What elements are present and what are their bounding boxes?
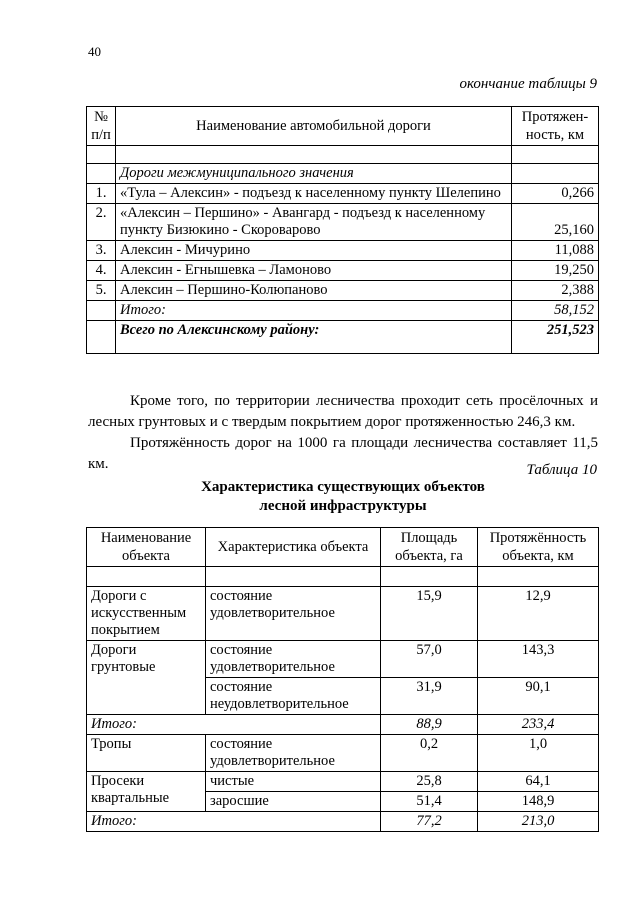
table-10-title-line1: Характеристика существующих объектов (201, 479, 485, 495)
road-name: Алексин - Егнышевка – Ламоново (116, 261, 512, 281)
object-name: Дороги с искусственным покрытием (87, 587, 206, 641)
object-characteristic: заросшие (206, 792, 381, 812)
header-object-name: Наименование объекта (87, 528, 206, 567)
road-length: 19,250 (512, 261, 599, 281)
table-9 (86, 106, 599, 354)
header-object-length: Протяжённость объекта, км (478, 528, 599, 567)
subtotal-row (87, 812, 599, 832)
object-length: 1,0 (478, 735, 599, 772)
row-number: 3. (87, 241, 116, 261)
subtotal-row (87, 301, 599, 321)
object-name: Тропы (87, 735, 206, 772)
road-name: «Тула – Алексин» - подъезд к населенному пункту Шелепино (116, 184, 512, 204)
object-characteristic: состояние удовлетворительное (206, 735, 381, 772)
header-object-area: Площадь объекта, га (381, 528, 478, 567)
table-row (87, 772, 599, 792)
section-row (87, 164, 599, 184)
subtotal-value: 58,152 (512, 301, 599, 321)
section-label: Дороги межмуниципального значения (116, 164, 512, 184)
object-name: Дороги грунтовые (87, 641, 206, 715)
table-row (87, 587, 599, 641)
object-characteristic: состояние удовлетворительное (206, 641, 381, 678)
road-length: 0,266 (512, 184, 599, 204)
road-length: 11,088 (512, 241, 599, 261)
object-characteristic: чистые (206, 772, 381, 792)
header-length: Протяжен-ность, км (512, 107, 599, 146)
table-row (87, 184, 599, 204)
table-row (87, 241, 599, 261)
table-10-title-line2: лесной инфраструктуры (259, 498, 427, 514)
paragraph-roads-network: Кроме того, по территории лесничества проходит сеть просёлочных и лесных грунтовых и с твердым покрытием дорог протяженностью 246,3 км. (88, 393, 598, 430)
total-row (87, 321, 599, 354)
road-length: 25,160 (512, 204, 599, 241)
total-value: 251,523 (512, 321, 599, 354)
table-header-row (87, 528, 599, 567)
table-row (87, 735, 599, 772)
road-length: 2,388 (512, 281, 599, 301)
table-row (87, 204, 599, 241)
row-number: 4. (87, 261, 116, 281)
subtotal-label: Итого: (116, 301, 512, 321)
subtotal-area: 77,2 (381, 812, 478, 832)
header-number: № п/п (87, 107, 116, 146)
object-area: 51,4 (381, 792, 478, 812)
table-row (87, 281, 599, 301)
object-area: 31,9 (381, 678, 478, 715)
object-length: 90,1 (478, 678, 599, 715)
table-10-title (88, 478, 598, 516)
object-area: 57,0 (381, 641, 478, 678)
object-area: 0,2 (381, 735, 478, 772)
table-row (87, 641, 599, 678)
page-number: 40 (88, 44, 101, 59)
road-name: Алексин – Першино-Колюпаново (116, 281, 512, 301)
object-characteristic: состояние удовлетворительное (206, 587, 381, 641)
row-number: 2. (87, 204, 116, 241)
table-header-row (87, 107, 599, 146)
subtotal-length: 233,4 (478, 715, 599, 735)
object-area: 15,9 (381, 587, 478, 641)
row-number: 1. (87, 184, 116, 204)
table-row (87, 261, 599, 281)
paragraph-road-density: Протяжённость дорог на 1000 га площади лесничества составляет 11,5 км. (88, 435, 598, 472)
object-characteristic: состояние неудовлетворительное (206, 678, 381, 715)
object-area: 25,8 (381, 772, 478, 792)
object-length: 148,9 (478, 792, 599, 812)
continuation-label: окончание таблицы 9 (459, 76, 597, 92)
object-length: 64,1 (478, 772, 599, 792)
subtotal-row (87, 715, 599, 735)
road-name: Алексин - Мичурино (116, 241, 512, 261)
object-name: Просеки квартальные (87, 772, 206, 812)
subtotal-label: Итого: (87, 715, 381, 735)
blank-row (87, 567, 599, 587)
road-name: «Алексин – Першино» - Авангард - подъезд к населенному пункту Бизюкино - Скороварово (116, 204, 512, 241)
row-number: 5. (87, 281, 116, 301)
subtotal-length: 213,0 (478, 812, 599, 832)
total-label: Всего по Алексинскому району: (116, 321, 512, 354)
table-10 (86, 527, 599, 832)
blank-row (87, 146, 599, 164)
object-length: 12,9 (478, 587, 599, 641)
subtotal-label: Итого: (87, 812, 381, 832)
header-object-characteristic: Характеристика объекта (206, 528, 381, 567)
subtotal-area: 88,9 (381, 715, 478, 735)
header-road-name: Наименование автомобильной дороги (116, 107, 512, 146)
object-length: 143,3 (478, 641, 599, 678)
table-10-label: Таблица 10 (526, 462, 597, 478)
